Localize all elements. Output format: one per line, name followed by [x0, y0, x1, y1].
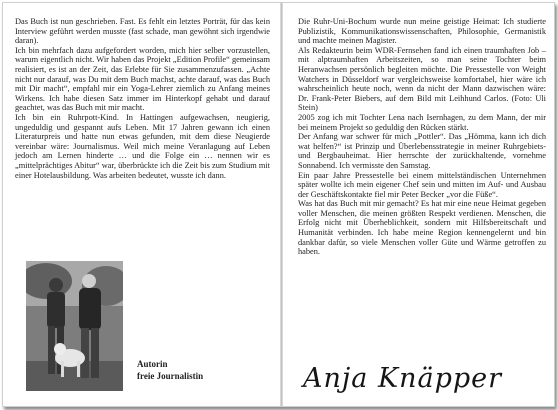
paragraph: Ich bin mehrfach dazu aufgefordert worden, mich hier selber vorzustellen, warum eigentlich nicht. Wir haben das Projekt „Edition Profile“ gemeinsam realisiert, es ist an der Zeit, das Erlebte für Sie zusammenzufassen. „Achte nicht nur darauf, was Du mit dem Buch machst, achte darauf, was das Buch mit Dir macht“, empfahl mir ein Yoga-Lehrer ziemlich zu Anfang meines Wirkens. Ich habe diesen Satz immer im Hinterkopf gehabt und darauf geachtet, was das Buch mit mir macht.	[15, 45, 270, 113]
paragraph: Das Buch ist nun geschrieben. Fast. Es fehlt ein letztes Porträt, für das kein Interview geführt werden musste (fast schade, man gewöhnt sich irgendwie daran).	[15, 17, 270, 46]
caption-profession: freie Journalistin	[137, 371, 204, 381]
paragraph: Als Redakteurin beim WDR-Fernsehen fand ich einen traumhaften Job – mit alptraumhaften Arbeitszeiten, so man seine Tochter beim Heranwachsen persönlich begleiten möchte. Die Pressestelle von Weight Watchers in Düsseldorf war vergleichsweise komfortabel, hier wäre ich wahrscheinlich heute noch, wenn da nicht der Mann dazwischen wäre: Dr. Frank-Peter Biebers, auf dem Bild mit Leihhund Carlos. (Foto: Uli Stein)	[298, 45, 546, 113]
book-spread	[2, 2, 555, 407]
page-fold	[280, 3, 283, 406]
paragraph: Was hat das Buch mit mir gemacht? Es hat mir eine neue Heimat gegeben voller Menschen, die meinen größten Respekt verdienen. Menschen, die Erfolg nicht mit Überheblichkeit, sondern mit Hilfsbereitschaft und Humanität verbinden. Ich habe meine Region kennengelernt und bin dankbar dafür, so viele Menschen voller Güte und Wärme getroffen zu haben.	[298, 199, 546, 257]
right-page-text	[298, 17, 546, 257]
left-page-text	[15, 17, 270, 180]
paragraph: 2005 zog ich mit Tochter Lena nach Isernhagen, zu dem Mann, der mir bei meinem Projekt so geduldig den Rücken stärkt.	[298, 112, 546, 132]
caption-role: Autorin	[137, 359, 168, 369]
paragraph: Ich bin ein Ruhrpott-Kind. In Hattingen aufgewachsen, neugierig, ungeduldig und gespannt aufs Leben. Mit 17 Jahren gewann ich einen Literaturpreis und hatte nun etwas gefunden, mit dem diese Neugierde vereinbar wäre: Journalismus. Weil mich meine Veranlagung auf Leben jedoch am Lernen hinderte … und die Folge ein … nennen wir es „mittelprächtiges Abitur“ war, überbrückte ich die Zeit bis zum Studium mit einer Hotelausbildung. Was arbeiten bedeutet, wusste ich dann.	[15, 112, 270, 180]
paragraph: Die Ruhr-Uni-Bochum wurde nun meine geistige Heimat: Ich studierte Publizistik, Kommunikationswissenschaften, Philosophie, Germanistik und machte meinen Magister.	[298, 17, 546, 46]
author-signature: Anja Knäpper	[303, 363, 503, 394]
author-photo	[26, 261, 123, 391]
paragraph: Ein paar Jahre Pressestelle bei einem mittelständischen Unternehmen später wollte ich mein eigener Chef sein und mitten im Auf- und Ausbau der Geschäftskontakte fiel mir Peter Becker „vor die Füße“.	[298, 170, 546, 199]
paragraph: Der Anfang war schwer für mich „Pottler“. Das „Hömma, kann ich dich wat helfen?“ ist Prinzip und Überlebensstrategie in meiner Ruhrgebiets- und Bergbauheimat. Hier herrschte der zurückhaltende, vornehme Sonnabend. Ich vermisste den Samstag.	[298, 132, 546, 170]
photo-caption	[137, 358, 203, 382]
